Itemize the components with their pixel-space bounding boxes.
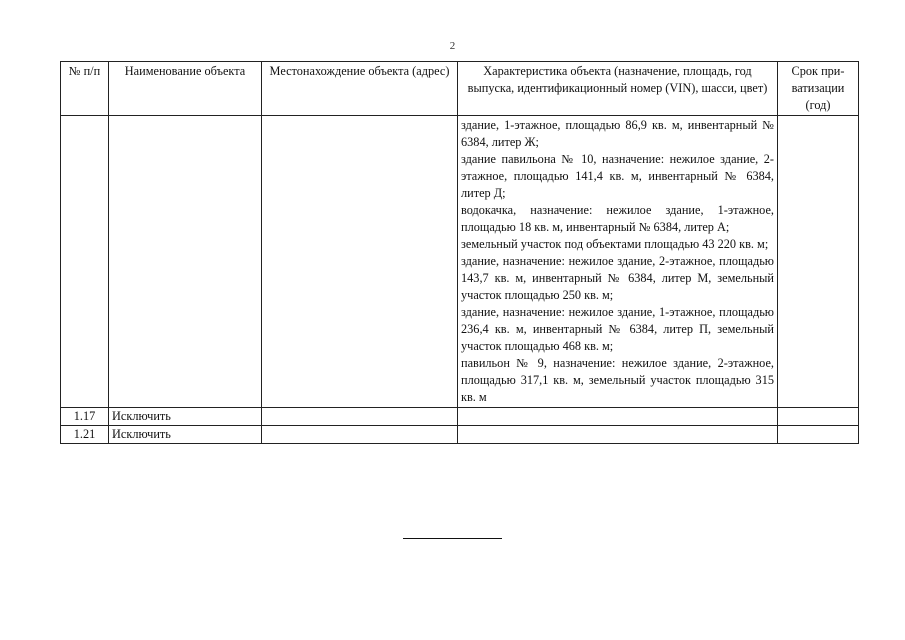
cell-term [778,408,859,426]
cell-location [262,116,458,408]
cell-characteristics [458,116,778,408]
characteristic-entry: здание, назначение: нежилое здание, 1-этажное, площадью 236,4 кв. м, инвентарный № 6384, литер П, земельный участок площадью 468 кв. м; [461,305,774,353]
characteristic-entry: павильон № 9, назначение: нежилое здание, 2-этажное, площадью 317,1 кв. м, земельный участок площадью 315 кв. м [461,356,774,404]
characteristic-entry: земельный участок под объектами площадью 43 220 кв. м; [461,237,769,251]
characteristic-entry: здание павильона № 10, назначение: нежилое здание, 2-этажное, площадью 141,4 кв. м, инвентарный № 6384, литер Д; [461,152,774,200]
cell-number: 1.21 [61,426,109,444]
header-term: Срок при-ватизации (год) [778,62,859,116]
table-header-row [61,62,859,116]
cell-name [109,116,262,408]
cell-term [778,426,859,444]
header-location: Местонахождение объекта (адрес) [262,62,458,116]
cell-number: 1.17 [61,408,109,426]
characteristic-entry: здание, 1-этажное, площадью 86,9 кв. м, инвентарный № 6384, литер Ж; [461,118,774,149]
header-number: № п/п [61,62,109,116]
table-row [61,408,859,426]
table-row [61,116,859,408]
header-name: Наименование объекта [109,62,262,116]
privatization-table [60,61,859,444]
table-row [61,426,859,444]
page-number: 2 [449,40,456,52]
cell-name: Исключить [109,426,262,444]
cell-term [778,116,859,408]
header-characteristics: Характеристика объекта (назначение, площадь, год выпуска, идентификационный номер (VIN), шасси, цвет) [458,62,778,116]
cell-location [262,408,458,426]
cell-characteristics [458,426,778,444]
closing-divider [403,538,502,539]
cell-number [61,116,109,408]
characteristic-entry: здание, назначение: нежилое здание, 2-этажное, площадью 143,7 кв. м, инвентарный № 6384, литер М, земельный участок площадью 250 кв. м; [461,254,774,302]
cell-location [262,426,458,444]
cell-characteristics [458,408,778,426]
characteristic-entry: водокачка, назначение: нежилое здание, 1-этажное, площадью 18 кв. м, инвентарный № 6384, литер А; [461,203,774,234]
cell-name: Исключить [109,408,262,426]
